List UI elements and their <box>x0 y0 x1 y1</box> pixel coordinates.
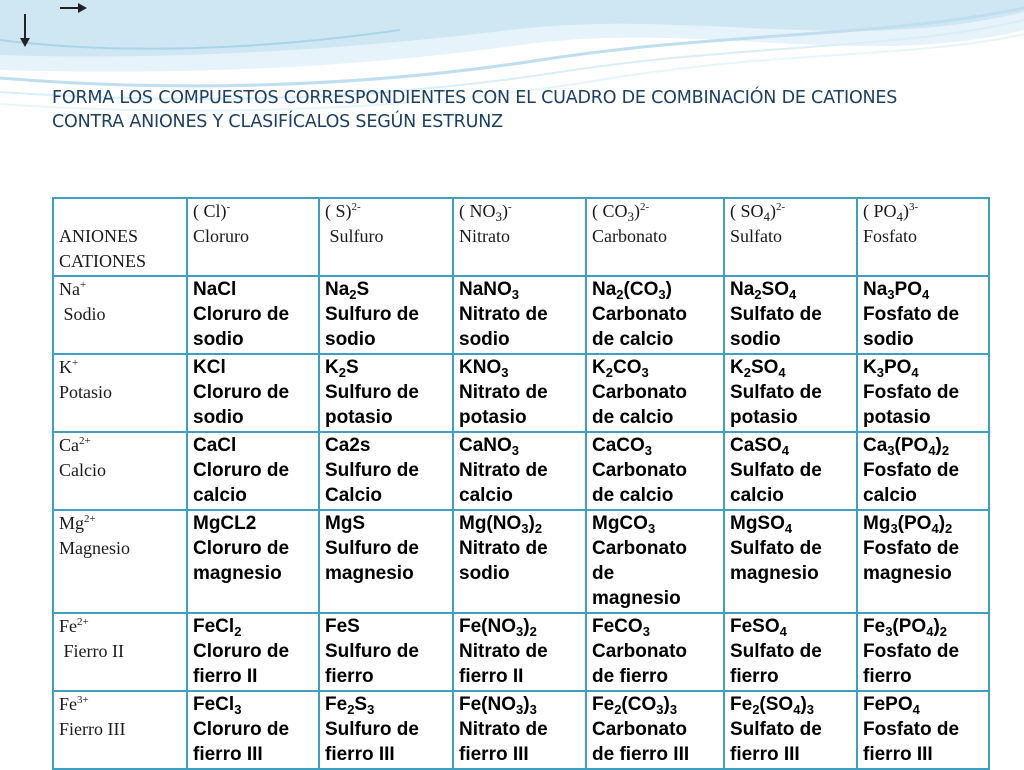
compound-name-line: de fierro <box>592 666 669 687</box>
cation-name: Sodio <box>59 304 106 324</box>
cation-charge: 2+ <box>79 435 91 447</box>
compound-cell <box>857 432 989 510</box>
down-arrow-icon <box>18 14 32 48</box>
right-arrow-icon <box>60 2 88 14</box>
anion-formula: ( CO <box>592 201 628 221</box>
compound-cell <box>586 354 724 432</box>
compound-formula: KCl <box>193 357 226 378</box>
anion-subscript: 3 <box>627 209 634 224</box>
compound-name-line: Sulfato de <box>730 382 822 403</box>
compound-formula: FeS <box>325 616 360 637</box>
compound-name-line: Fosfato de <box>863 538 960 559</box>
anion-subscript: 4 <box>896 209 904 224</box>
compound-cell <box>319 354 453 432</box>
cation-header-magnesium <box>53 510 187 613</box>
compound-name-line: fierro <box>325 666 374 687</box>
compound-name-line: Sulfuro de <box>325 719 419 740</box>
compound-name-line: fierro III <box>863 744 933 765</box>
compound-formula: $Fe(NO_3)_2$ <box>459 616 537 639</box>
anion-charge: - <box>226 201 231 213</box>
anion-header-sulfate <box>724 198 857 276</box>
compound-name-line: Nitrato de <box>459 719 548 740</box>
compound-cell <box>187 613 319 691</box>
anion-header-carbonate <box>586 198 724 276</box>
cation-name: Magnesio <box>59 538 130 558</box>
anion-formula-close: ) <box>634 201 640 221</box>
compound-cell <box>857 510 989 613</box>
compound-formula: CaCO$_3$ <box>592 435 653 458</box>
anion-name: Fosfato <box>863 226 917 246</box>
cation-charge: + <box>80 279 87 291</box>
compound-name-line: magnesio <box>863 563 952 584</box>
cation-symbol: Fe <box>59 694 77 714</box>
compound-name-line: Sulfato de <box>730 641 822 662</box>
compound-formula: $Na_3PO_4$ <box>863 279 930 302</box>
compound-cell <box>586 276 724 354</box>
compound-name-line: calcio <box>863 485 917 506</box>
compound-formula: FeCO$_3$ <box>592 616 650 639</box>
title-line-2: CONTRA ANIONES Y CLASIFÍCALOS SEGÚN ESTRUNZ <box>52 112 503 132</box>
anion-name: Carbonato <box>592 226 667 246</box>
compound-cell <box>857 354 989 432</box>
anion-formula: ( SO <box>730 201 764 221</box>
compound-cell <box>724 432 857 510</box>
compound-formula: $Fe_2S_3$ <box>325 694 375 717</box>
compound-name-line: fierro <box>863 666 912 687</box>
compound-name-line: Carbonato <box>592 304 687 325</box>
compound-cell <box>724 354 857 432</box>
cation-name: Calcio <box>59 460 106 480</box>
compound-name-line: de calcio <box>592 407 674 428</box>
compound-formula: $K_2S$ <box>325 357 359 380</box>
compound-formula: NaNO$_3$ <box>459 279 520 302</box>
anion-subscript: 3 <box>495 209 502 224</box>
compound-name-line: Carbonato <box>592 719 687 740</box>
cation-charge: 3+ <box>77 694 89 706</box>
compound-formula: $Ca_3(PO_4)_2$ <box>863 435 950 458</box>
compound-name-line: Carbonato <box>592 538 687 559</box>
cation-charge: 2+ <box>84 513 96 525</box>
compound-cell <box>453 432 586 510</box>
cation-charge: 2+ <box>77 616 89 628</box>
compound-name-line: de <box>592 563 615 584</box>
cation-header-iron-iii <box>53 691 187 769</box>
compound-name-line: potasio <box>459 407 527 428</box>
compound-cell <box>187 510 319 613</box>
page-title <box>52 86 992 134</box>
compound-cell <box>319 276 453 354</box>
anion-name: Nitrato <box>459 226 510 246</box>
anion-formula: ( Cl) <box>193 201 227 221</box>
table-header-row <box>53 198 989 276</box>
compound-name-line: potasio <box>863 407 931 428</box>
compound-name-line: calcio <box>193 485 247 506</box>
compound-name-line: Sulfuro de <box>325 538 419 559</box>
table-row-calcium <box>53 432 989 510</box>
compound-name-line: Fosfato de <box>863 382 960 403</box>
compound-formula: CaCl <box>193 435 237 456</box>
compound-cell <box>319 613 453 691</box>
anion-header-nitrate <box>453 198 586 276</box>
compound-cell <box>453 354 586 432</box>
compound-formula: $Mg_3(PO_4)_2$ <box>863 513 953 536</box>
compound-name-line: sodio <box>325 329 376 350</box>
anion-formula-close: ) <box>903 201 910 221</box>
anion-charge: 3- <box>909 201 919 213</box>
compound-name-line: fierro III <box>193 744 263 765</box>
compound-name-line: Fosfato de <box>863 460 960 481</box>
compound-name-line: Carbonato <box>592 460 687 481</box>
compound-cell <box>187 354 319 432</box>
compound-name-line: magnesio <box>730 563 819 584</box>
compound-name-line: Sulfuro de <box>325 641 419 662</box>
compound-name-line: sodio <box>863 329 914 350</box>
compound-name-line: Sulfato de <box>730 538 822 559</box>
compound-formula: $Fe_2(SO_4)_3$ <box>730 694 814 717</box>
cation-name: Fierro II <box>59 641 124 661</box>
compound-name-line: magnesio <box>193 563 282 584</box>
compound-formula: $Fe_2(CO_3)_3$ <box>592 694 678 717</box>
compound-name-line: Cloruro de <box>193 719 290 740</box>
compound-name-line: fierro II <box>459 666 524 687</box>
anion-charge: 2- <box>776 201 786 213</box>
anion-charge: 2- <box>640 201 650 213</box>
compound-name-line: calcio <box>730 485 784 506</box>
compound-formula: $KNO_3$ <box>459 357 509 380</box>
compound-name-line: Calcio <box>325 485 383 506</box>
cation-header-sodium <box>53 276 187 354</box>
cation-symbol: Ca <box>59 435 79 455</box>
compound-cell <box>319 432 453 510</box>
compound-name-line: sodio <box>459 563 510 584</box>
compound-name-line: Cloruro de <box>193 538 290 559</box>
anion-name: Cloruro <box>193 226 249 246</box>
compound-formula: MgSO$_4$ <box>730 513 793 536</box>
compound-name-line: Carbonato <box>592 382 687 403</box>
compound-cell <box>586 691 724 769</box>
anion-header-sulfide <box>319 198 453 276</box>
compound-name-line: Nitrato de <box>459 460 548 481</box>
compound-cell <box>586 613 724 691</box>
compound-name-line: sodio <box>459 329 510 350</box>
compound-name-line: Cloruro de <box>193 460 290 481</box>
compound-name-line: Sulfuro de <box>325 460 419 481</box>
compound-name-line: Sulfuro de <box>325 304 419 325</box>
compound-name-line: Sulfato de <box>730 460 822 481</box>
compound-name-line: fierro III <box>730 744 800 765</box>
compound-formula: FeCl$_2$ <box>193 616 242 639</box>
cation-symbol: Fe <box>59 616 77 636</box>
compound-formula: $Mg(NO_3)_2$ <box>459 513 543 536</box>
table-row-iron-ii <box>53 613 989 691</box>
title-line-1: FORMA LOS COMPUESTOS CORRESPONDIENTES CON EL CUADRO DE COMBINACIÓN DE CATIONES <box>52 88 898 108</box>
compound-name-line: Cloruro de <box>193 382 290 403</box>
compound-cell <box>724 691 857 769</box>
anion-header-phosphate <box>857 198 989 276</box>
compound-formula: FePO$_4$ <box>863 694 920 717</box>
anion-subscript: 4 <box>763 209 771 224</box>
compound-name-line: Fosfato de <box>863 719 960 740</box>
cation-symbol: Na <box>59 279 80 299</box>
compound-formula: FeSO$_4$ <box>730 616 787 639</box>
combination-table <box>52 197 990 770</box>
cation-header-iron-ii <box>53 613 187 691</box>
compound-cell <box>724 276 857 354</box>
compound-name-line: sodio <box>193 407 244 428</box>
compound-name-line: de calcio <box>592 485 674 506</box>
compound-cell <box>187 276 319 354</box>
anion-charge: - <box>508 201 512 213</box>
compound-formula: $Fe(NO_3)_3$ <box>459 694 537 717</box>
cation-header-calcium <box>53 432 187 510</box>
anion-formula: ( S) <box>325 201 352 221</box>
compound-formula: $Fe_3(PO_4)_2$ <box>863 616 947 639</box>
compound-cell <box>319 691 453 769</box>
compound-name-line: fierro III <box>459 744 529 765</box>
compound-cell <box>586 432 724 510</box>
cation-name: Potasio <box>59 382 113 402</box>
compound-name-line: fierro III <box>325 744 395 765</box>
cation-header-potassium <box>53 354 187 432</box>
compound-formula: CaNO$_3$ <box>459 435 520 458</box>
compound-name-line: Carbonato <box>592 641 687 662</box>
compound-name-line: Nitrato de <box>459 641 548 662</box>
compound-cell <box>857 276 989 354</box>
compound-name-line: potasio <box>730 407 798 428</box>
corner-cell <box>53 198 187 276</box>
compound-cell <box>187 432 319 510</box>
cation-charge: + <box>72 357 79 369</box>
compound-name-line: Cloruro de <box>193 304 290 325</box>
compound-cell <box>187 691 319 769</box>
compound-name-line: Sulfato de <box>730 304 822 325</box>
compound-name-line: Nitrato de <box>459 538 548 559</box>
anion-formula: ( NO <box>459 201 496 221</box>
compound-cell <box>453 691 586 769</box>
compound-name-line: de calcio <box>592 329 674 350</box>
compound-name-line: Cloruro de <box>193 641 290 662</box>
compound-name-line: potasio <box>325 407 393 428</box>
compound-formula: MgCL2 <box>193 513 257 534</box>
compound-cell <box>724 613 857 691</box>
corner-anions-label: ANIONES <box>59 226 138 246</box>
compound-name-line: magnesio <box>325 563 414 584</box>
cation-symbol: Mg <box>59 513 85 533</box>
compound-cell <box>453 276 586 354</box>
compound-name-line: Nitrato de <box>459 382 548 403</box>
compound-name-line: Sulfato de <box>730 719 822 740</box>
compound-name-line: magnesio <box>592 588 681 609</box>
compound-name-line: sodio <box>193 329 244 350</box>
compound-formula: $K_2SO_4$ <box>730 357 786 380</box>
compound-formula: NaCl <box>193 279 237 300</box>
table-row-potassium <box>53 354 989 432</box>
compound-name-line: Sulfuro de <box>325 382 419 403</box>
compound-formula: $K_2CO_3$ <box>592 357 649 380</box>
compound-cell <box>857 613 989 691</box>
compound-cell <box>586 510 724 613</box>
compound-name-line: calcio <box>459 485 513 506</box>
compound-cell <box>453 510 586 613</box>
cation-name: Fierro III <box>59 719 126 739</box>
compound-cell <box>319 510 453 613</box>
table-row-magnesium <box>53 510 989 613</box>
anion-name: Sulfuro <box>325 226 384 246</box>
anion-formula-close: ) <box>770 201 777 221</box>
compound-formula: $Na_2(CO_3)$ <box>592 279 672 302</box>
compound-name-line: de fierro III <box>592 744 690 765</box>
compound-cell <box>453 613 586 691</box>
compound-name-line: Fosfato de <box>863 641 960 662</box>
anion-name: Sulfato <box>730 226 782 246</box>
compound-formula: $Na_2S$ <box>325 279 370 302</box>
compound-formula: Ca2s <box>325 435 371 456</box>
compound-name-line: Fosfato de <box>863 304 960 325</box>
cation-symbol: K <box>59 357 72 377</box>
anion-formula-close: ) <box>502 201 508 221</box>
anion-formula: ( PO <box>863 201 897 221</box>
compound-formula: FeCl$_3$ <box>193 694 242 717</box>
anion-charge: 2- <box>351 201 361 213</box>
compound-name-line: sodio <box>730 329 781 350</box>
anion-header-chloride <box>187 198 319 276</box>
compound-name-line: fierro II <box>193 666 258 687</box>
corner-cations-label: CATIONES <box>59 251 147 271</box>
compound-name-line: Nitrato de <box>459 304 548 325</box>
table-row-iron-iii <box>53 691 989 769</box>
compound-cell <box>857 691 989 769</box>
compound-formula: CaSO$_4$ <box>730 435 789 458</box>
compound-formula: $K_3PO_4$ <box>863 357 919 380</box>
table-row-sodium <box>53 276 989 354</box>
compound-formula: MgS <box>325 513 366 534</box>
compound-cell <box>724 510 857 613</box>
compound-formula: $Na_2SO_4$ <box>730 279 797 302</box>
compound-formula: MgCO$_3$ <box>592 513 656 536</box>
compound-name-line: fierro <box>730 666 779 687</box>
